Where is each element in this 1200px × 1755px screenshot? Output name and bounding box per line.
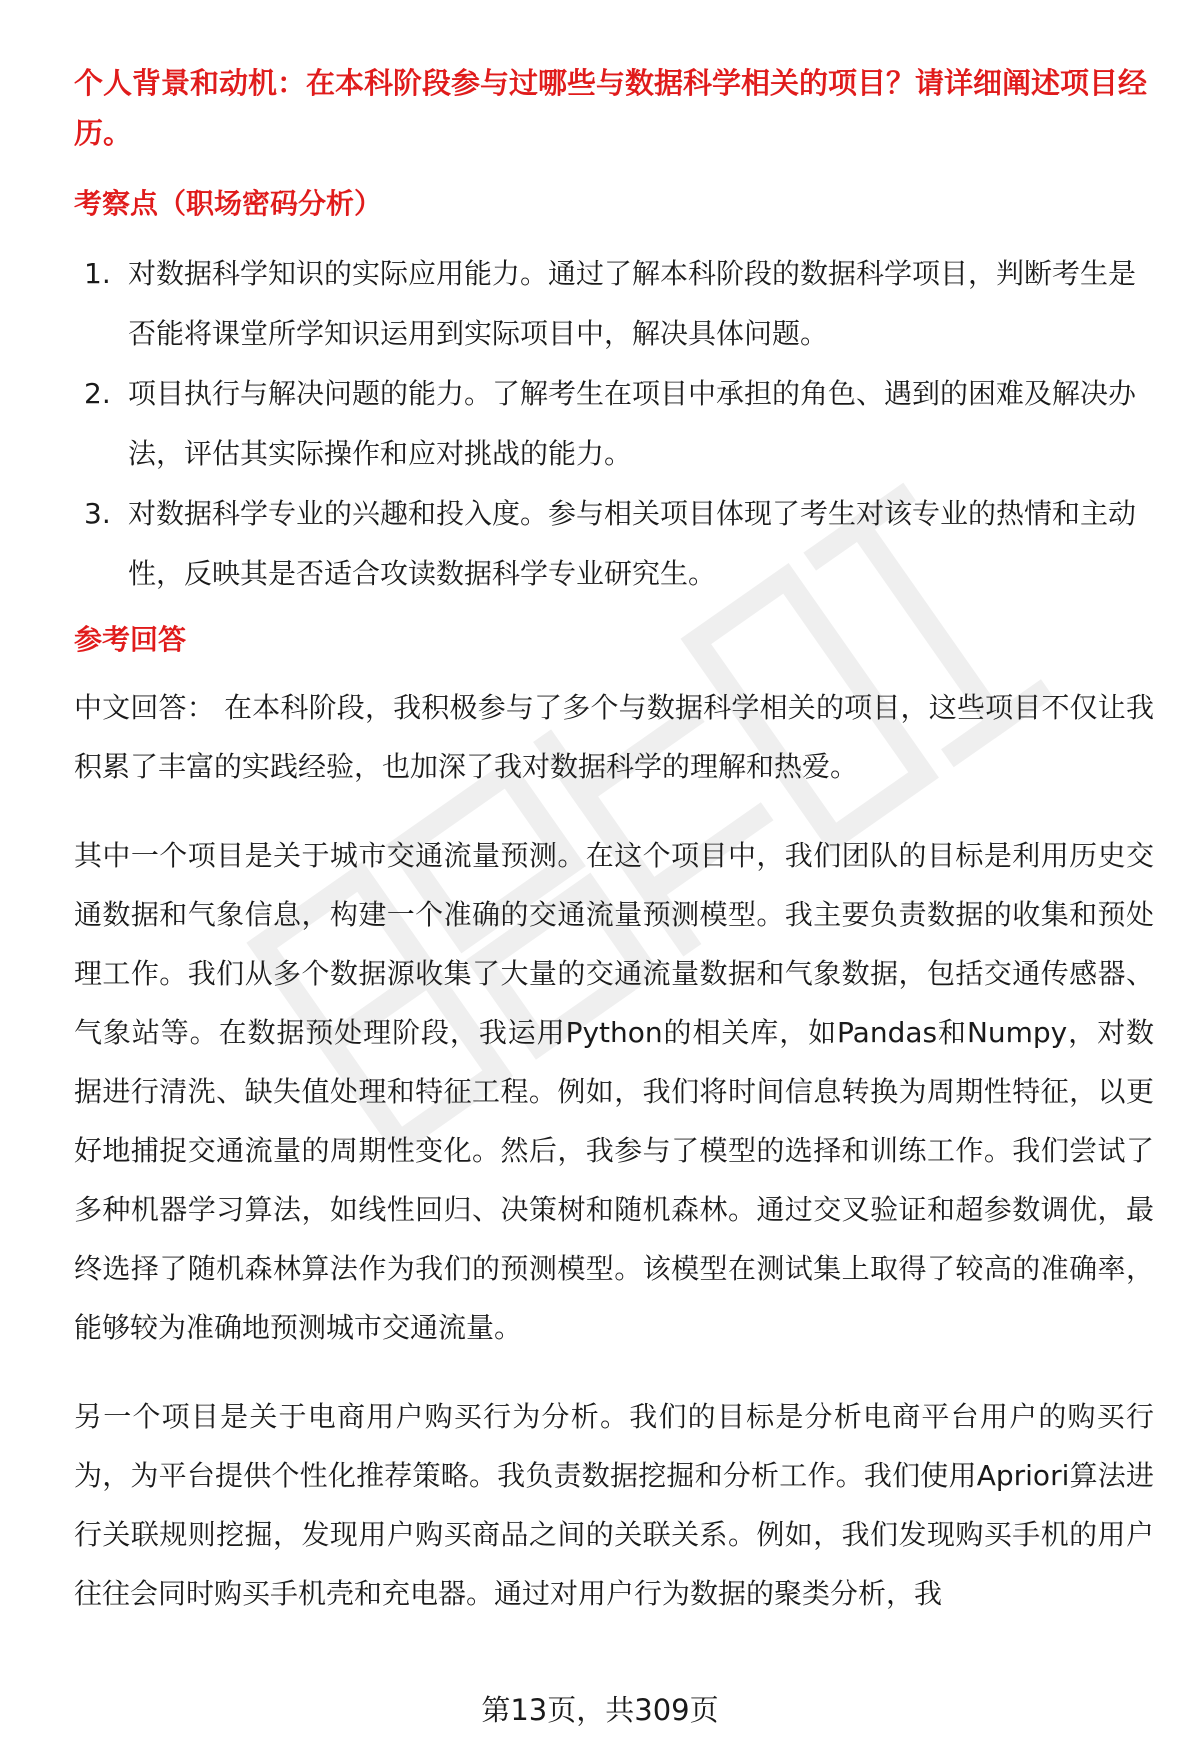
list-item xyxy=(74,244,1154,364)
list-item-number: 3. xyxy=(84,497,111,530)
list-item-number: 2. xyxy=(84,377,111,410)
list-item xyxy=(74,484,1154,604)
answer-heading: 参考回答 xyxy=(74,623,187,656)
question-title: 个人背景和动机：在本科阶段参与过哪些与数据科学相关的项目？请详细阐述项目经历。 xyxy=(74,66,1148,150)
answer-paragraph: 中文回答： 在本科阶段，我积极参与了多个与数据科学相关的项目，这些项目不仅让我积累了丰富的实践经验，也加深了我对数据科学的理解和热爱。 xyxy=(74,691,1154,783)
answer-paragraph: 其中一个项目是关于城市交通流量预测。在这个项目中，我们团队的目标是利用历史交通数据和气象信息，构建一个准确的交通流量预测模型。我主要负责数据的收集和预处理工作。我们从多个数据源收集了大量的交通流量数据和气象数据，包括交通传感器、气象站等。在数据预处理阶段，我运用Python的相关库，如Pandas和Numpy，对数据进行清洗、缺失值处理和特征工程。例如，我们将时间信息转换为周期性特征，以更好地捕捉交通流量的周期性变化。然后，我参与了模型的选择和训练工作。我们尝试了多种机器学习算法，如线性回归、决策树和随机森林。通过交叉验证和超参数调优，最终选择了随机森林算法作为我们的预测模型。该模型在测试集上取得了较高的准确率，能够较为准确地预测城市交通流量。 xyxy=(74,839,1154,1344)
answer-paragraph: 另一个项目是关于电商用户购买行为分析。我们的目标是分析电商平台用户的购买行为，为平台提供个性化推荐策略。我负责数据挖掘和分析工作。我们使用Apriori算法进行关联规则挖掘，发现用户购买商品之间的关联关系。例如，我们发现购买手机的用户往往会同时购买手机壳和充电器。通过对用户行为数据的聚类分析，我 xyxy=(74,1400,1154,1610)
content xyxy=(74,58,1154,1623)
points-list xyxy=(74,244,1154,604)
page-footer: 第13页，共309页 xyxy=(481,1693,719,1727)
list-item-number: 1. xyxy=(84,257,111,290)
list-item-text: 对数据科学专业的兴趣和投入度。参与相关项目体现了考生对该专业的热情和主动性，反映其是否适合攻读数据科学专业研究生。 xyxy=(128,497,1137,590)
list-item xyxy=(74,364,1154,484)
list-item-text: 项目执行与解决问题的能力。了解考生在项目中承担的角色、遇到的困难及解决办法，评估其实际操作和应对挑战的能力。 xyxy=(128,377,1137,470)
list-item-text: 对数据科学知识的实际应用能力。通过了解本科阶段的数据科学项目，判断考生是否能将课堂所学知识运用到实际项目中，解决具体问题。 xyxy=(128,257,1137,350)
points-heading: 考察点（职场密码分析） xyxy=(74,187,383,220)
